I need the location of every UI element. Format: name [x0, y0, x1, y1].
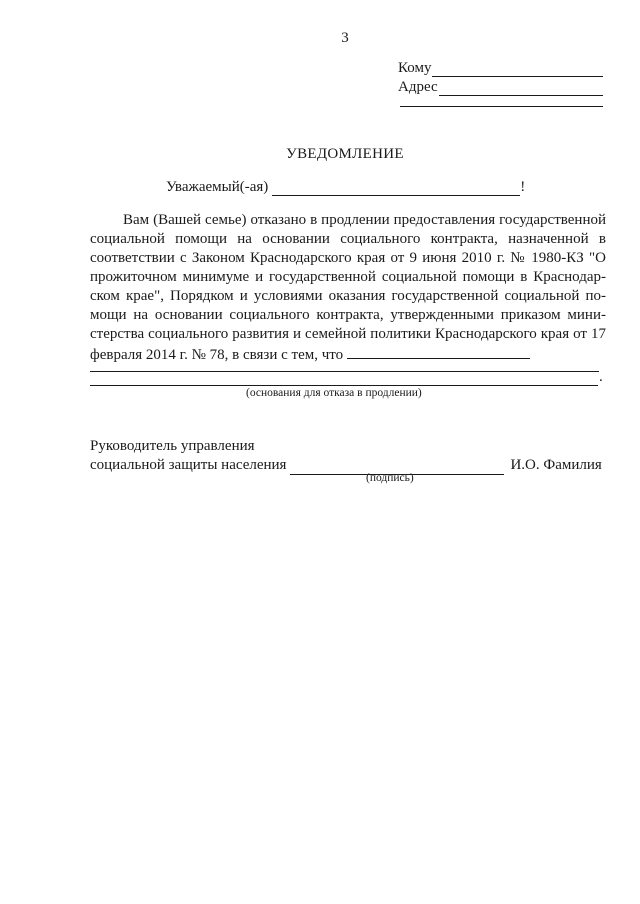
signatory-position-line1: Руководитель управления [90, 438, 255, 454]
signature-row [90, 456, 606, 475]
signatory-position-line2: социальной защиты населения [90, 457, 287, 473]
addressee-address-row [398, 78, 603, 96]
addressee-address-label: Адрес [398, 79, 438, 95]
reason-end-dot: . [599, 369, 603, 385]
greeting-row [166, 178, 525, 196]
signature-block [90, 437, 606, 475]
addressee-to-blank [432, 61, 603, 77]
reason-blank-inline [347, 344, 530, 359]
greeting-prefix: Уважаемый(-ая) [166, 179, 269, 195]
reason-caption: (основания для отказа в продлении) [246, 387, 422, 399]
addressee-address-blank-2 [400, 106, 603, 107]
addressee-address-blank [439, 80, 603, 96]
reason-blank-line-2 [90, 385, 598, 386]
addressee-to-row [398, 59, 603, 77]
signatory-name: И.О. Фамилия [510, 457, 602, 473]
body-paragraph-text: Вам (Вашей семье) отказано в продлении предоставления государственной социальной помощи на основании социального контракта, назначенной в соответствии с Законом Краснодарского края от 9 июня 2010 г. № 1980-КЗ "О прожиточном минимуме и государственной социальной помощи в Краснодарском крае", Порядком и условиями оказания государственной социальной помощи на основании социального контракта, утвержденными приказом министерства социального развития и семейной политики Краснодарского края от 17 февраля 2014 г. № 78, в связи с тем, что [90, 212, 606, 363]
reason-blank-line-1 [90, 371, 599, 372]
greeting-name-blank [272, 180, 520, 196]
document-title: УВЕДОМЛЕНИЕ [286, 146, 404, 162]
addressee-to-label: Кому [398, 60, 432, 76]
signature-caption: (подпись) [366, 472, 414, 484]
body-paragraph [90, 211, 606, 365]
greeting-suffix: ! [520, 179, 526, 195]
page-number: 3 [341, 30, 349, 46]
